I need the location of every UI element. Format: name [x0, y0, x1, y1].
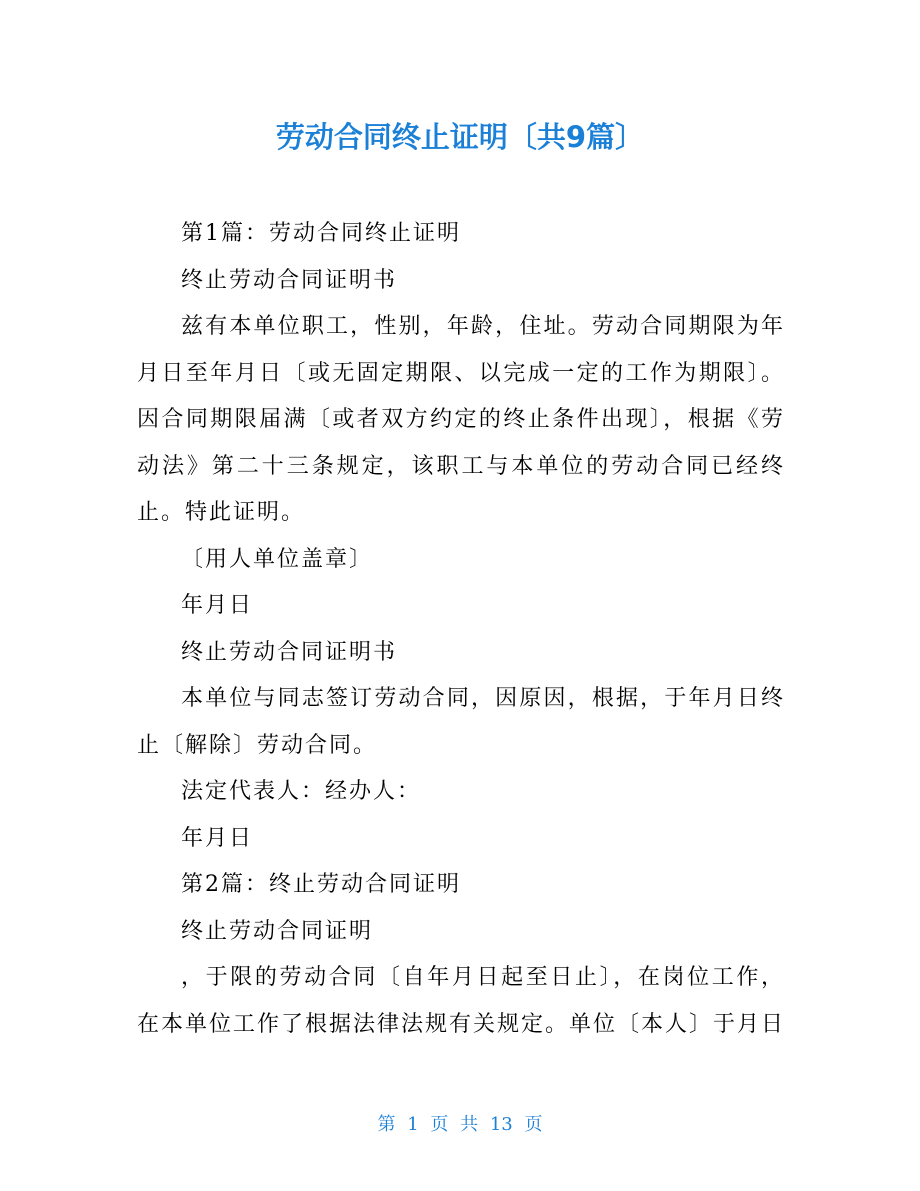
paragraph-body: 兹有本单位职工，性别，年龄，住址。劳动合同期限为年月日至年月日〔或无固定期限、以完成一定的工作为期限〕。因合同期限届满〔或者双方约定的终止条件出现〕，根据《劳动法》第二十三条规定，该职工与本单位的劳动合同已经终止。特此证明。	[137, 314, 785, 525]
document-body	[137, 211, 785, 1048]
paragraph-subheading: 终止劳动合同证明书	[181, 639, 398, 665]
page-number-footer: 第 1 页 共 13 页	[377, 1114, 543, 1135]
paragraph-body: ，于限的劳动合同〔自年月日起至日止〕，在岗位工作，在本单位工作了根据法律法规有关规定。单位〔本人〕于月日	[137, 965, 786, 1037]
paragraph-section-heading: 第2篇：终止劳动合同证明	[181, 872, 461, 897]
paragraph-body: 本单位与同志签订劳动合同，因原因，根据，于年月日终止〔解除〕劳动合同。	[137, 686, 785, 758]
paragraph-subheading: 终止劳动合同证明	[181, 918, 374, 944]
paragraph-section-heading: 第1篇：劳动合同终止证明	[181, 221, 461, 246]
paragraph-date-line: 年月日	[181, 593, 254, 618]
paragraph-subheading: 终止劳动合同证明书	[181, 267, 398, 293]
paragraph-seal-line: 〔用人单位盖章〕	[181, 546, 374, 572]
paragraph-signature-line: 法定代表人：经办人：	[181, 779, 422, 804]
paragraph-date-line: 年月日	[181, 825, 254, 851]
document-title: 劳动合同终止证明〔共9篇〕	[275, 120, 645, 154]
